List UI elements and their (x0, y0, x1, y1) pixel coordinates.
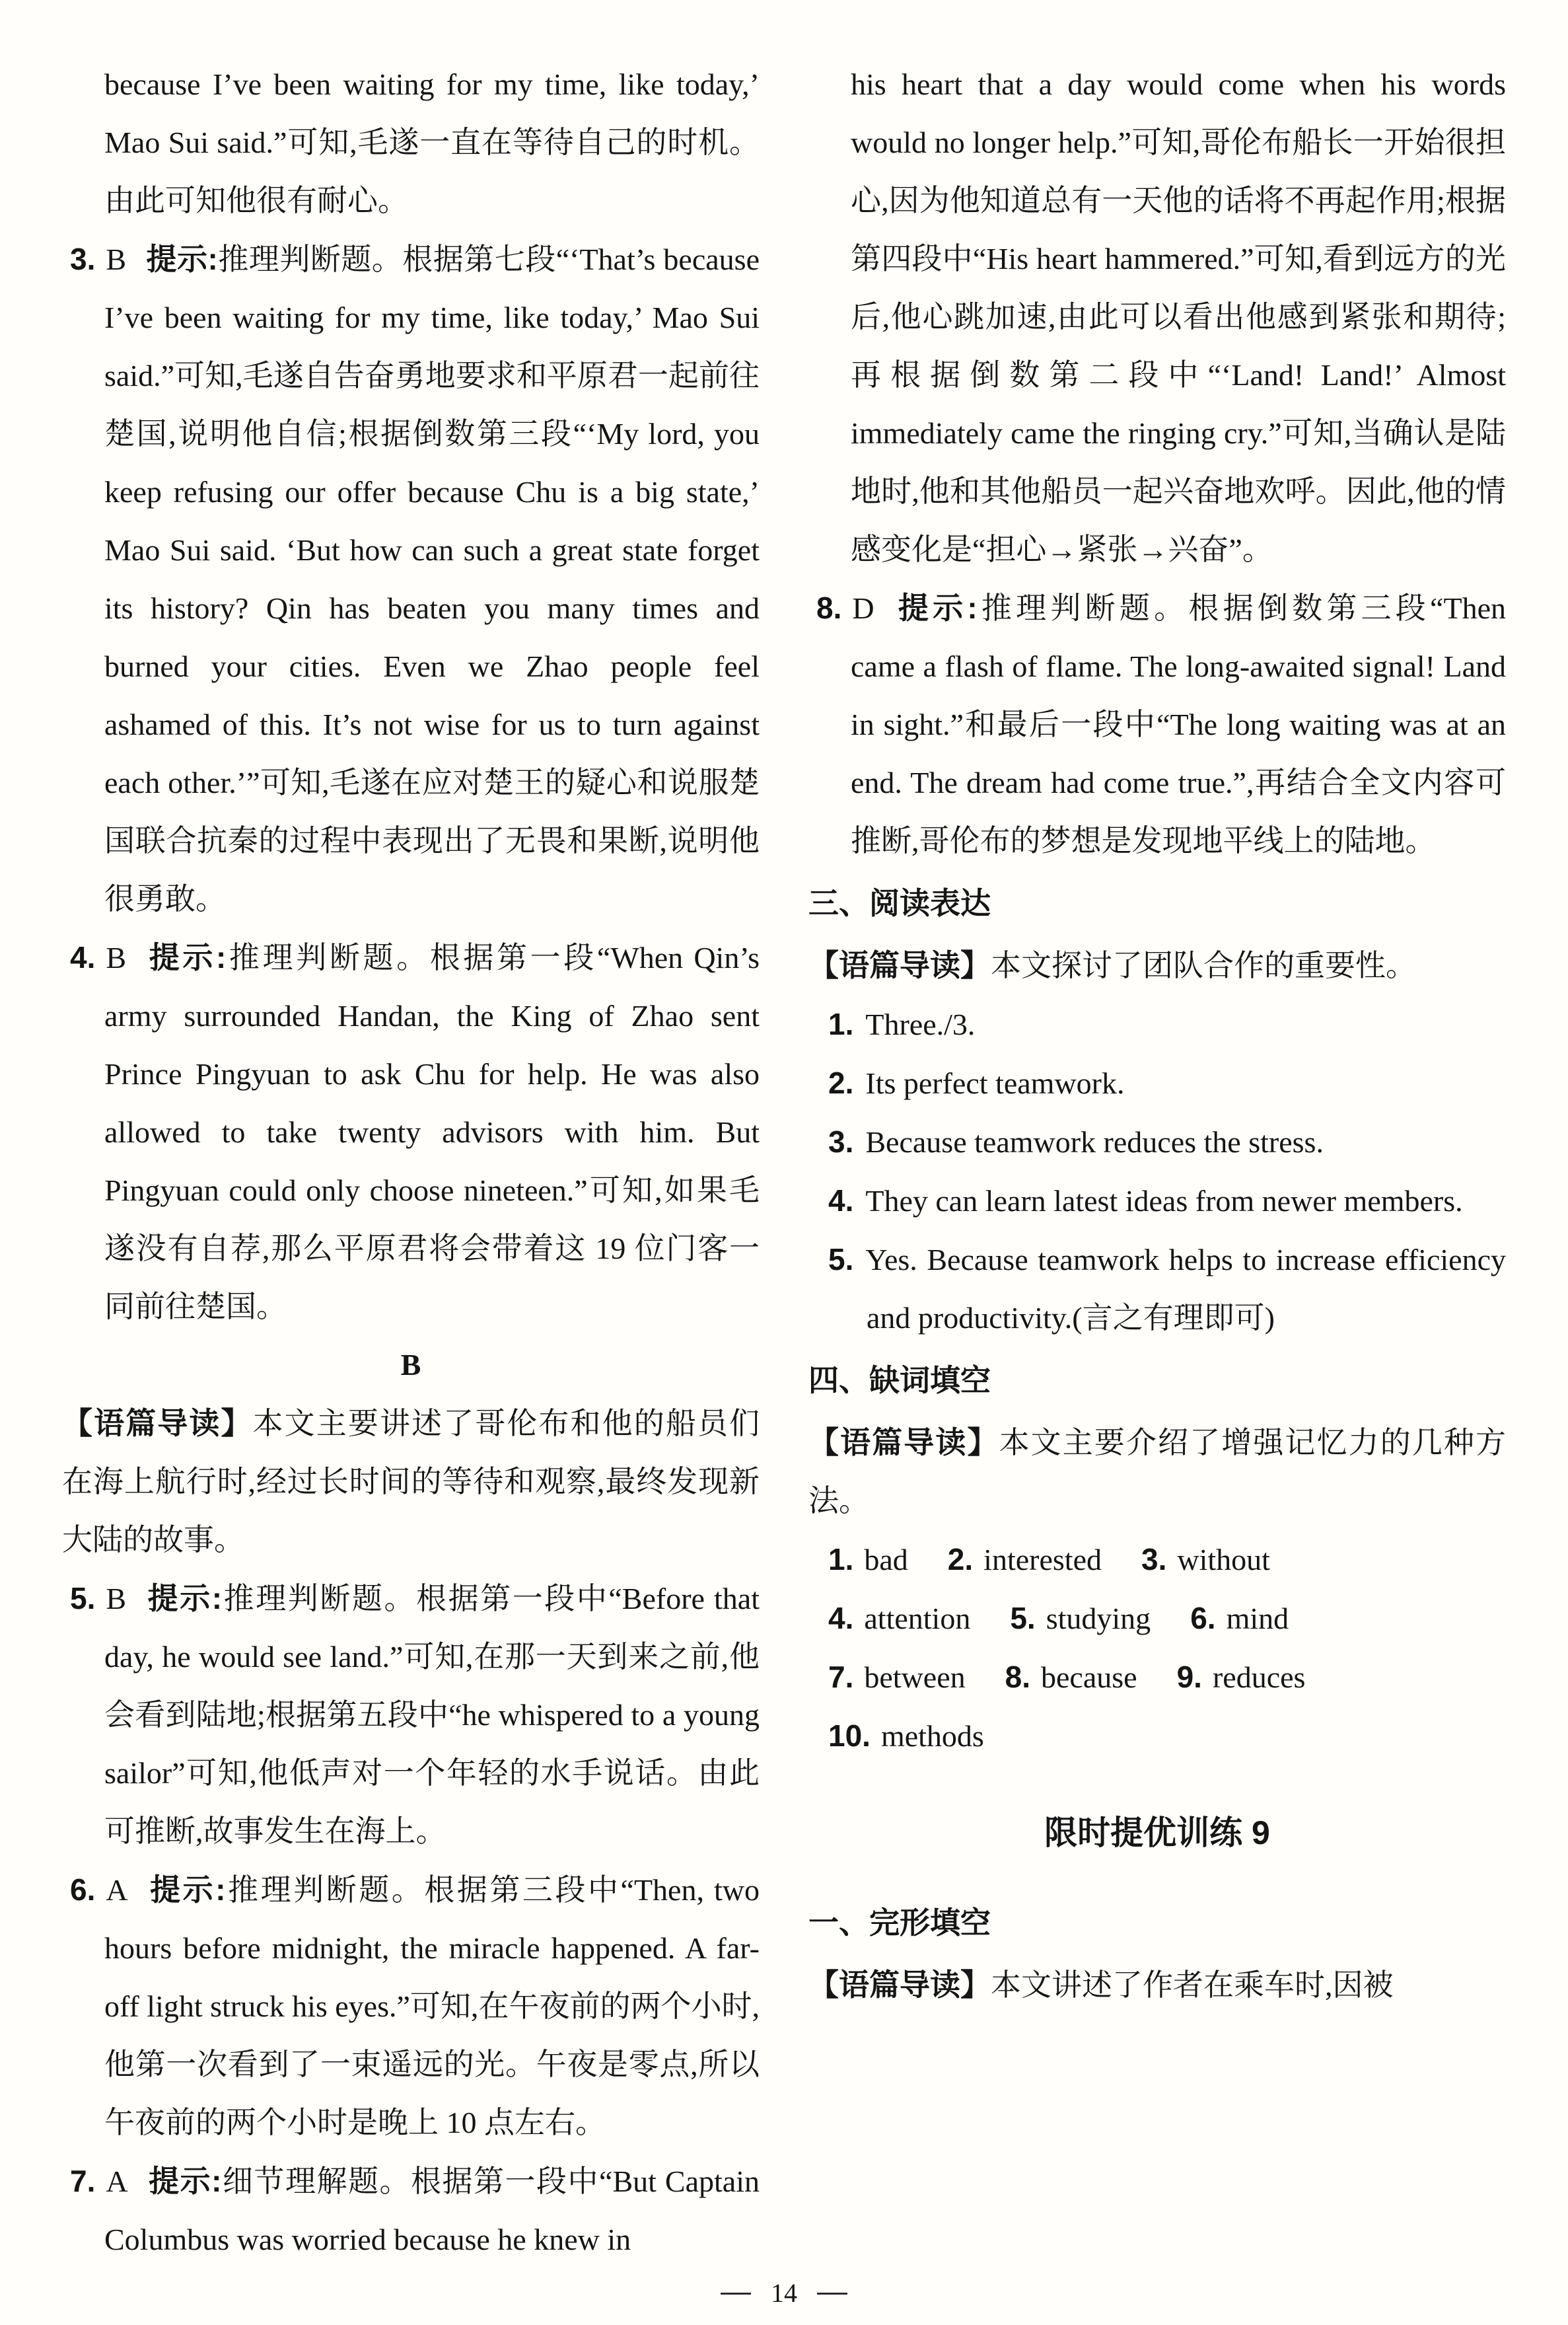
answer-word: studying (1046, 1602, 1151, 1635)
passage-guide (62, 1394, 760, 1569)
guide-label: 【语篇导读】 (808, 1425, 999, 1459)
answer-explanation: 推理判断题。根据第三段中“Then, two hours before midnight, the miracle happened. A far-off light struck his eyes.”可知,在午夜前的两个小时,他第一次看到了一束遥远的光。午夜是零点,所以午夜前的两个小时是晚上 10 点左右。 (104, 1873, 760, 2139)
guide-label: 【语篇导读】 (62, 1406, 253, 1440)
word-answers-row (808, 1589, 1506, 1648)
page-footer (0, 2280, 1568, 2307)
answer-number: 2. (947, 1542, 974, 1576)
answer-letter: B (106, 941, 127, 975)
answer-number: 5. (1010, 1601, 1036, 1635)
answer-explanation: 推理判断题。根据倒数第三段“Then came a flash of flame. The long-awaited signal! Land in sight.”和最后一段中“The long waiting was at an end. The dream had come true.”,再结合全文内容可推断,哥伦布的梦想是发现地平线上的陆地。 (851, 591, 1506, 858)
answer-word: because (1041, 1660, 1137, 1694)
tip-label: 提示: (146, 242, 218, 276)
tip-label: 提示: (147, 1872, 226, 1907)
answer-number: 4. (828, 1601, 854, 1635)
answer-word: bad (864, 1543, 908, 1576)
answer-item-8 (808, 579, 1506, 870)
word-answer (948, 1530, 1102, 1589)
word-answers-row (808, 1530, 1506, 1589)
passage-guide (808, 1956, 1506, 2014)
answer-number: 5. (70, 1581, 96, 1615)
section-heading-word-fill: 四、缺词填空 (808, 1363, 991, 1397)
answer-explanation: 推理判断题。根据第七段“‘That’s because I’ve been waiting for my time, like today,’ Mao Sui said.”可知,毛遂自告奋勇地要求和平原君一起前往楚国,说明他自信;根据倒数第三段“‘My lord, you keep refusing our offer because Chu is a big state,’ Mao Sui said. ‘But how can such a great state forget its history? Qin has beaten you many times and burned your cities. Even we Zhao people feel ashamed of this. It’s not wise for us to turn against each other.’”可知,毛遂在应对楚王的疑心和说服楚国联合抗秦的过程中表现出了无畏和果断,说明他很勇敢。 (104, 242, 760, 916)
answer-letter: A (106, 2164, 128, 2198)
paragraph-continuation: his heart that a day would come when his words would no longer help.”可知,哥伦布船长一开始很担心,因为他知道总有一天他的话将不再起作用;根据第四段中“His heart hammered.”可知,看到远方的光后,他心跳加速,由此可以看出他感到紧张和期待;再根据倒数第二段中“‘Land! Land!’ Almost immediately came the ringing cry.”可知,当确认是陆地时,他和其他船员一起兴奋地欢呼。因此,他的情感变化是“担心→紧张→兴奋”。 (851, 67, 1506, 566)
answer-word: interested (983, 1543, 1102, 1576)
answer-number: 3. (1141, 1542, 1167, 1576)
answer-number: 1. (828, 1007, 854, 1041)
answer-word: without (1177, 1543, 1270, 1576)
answer-number: 2. (828, 1066, 854, 1100)
guide-text: 本文讲述了作者在乘车时,因被 (991, 1968, 1394, 2002)
passage-letter-b: B (400, 1348, 421, 1382)
section-heading-cloze: 一、完形填空 (808, 1905, 991, 1940)
answer-number: 4. (828, 1183, 854, 1218)
guide-label: 【语篇导读】 (808, 1968, 991, 2002)
tip-label: 提示: (146, 1581, 223, 1615)
guide-text: 本文主要讲述了哥伦布和他的船员们在海上航行时,经过长时间的等待和观察,最终发现新大陆的故事。 (62, 1407, 760, 1557)
answer-number: 5. (828, 1242, 854, 1276)
short-answer-5 (808, 1230, 1506, 1347)
passage-guide (808, 1413, 1506, 1530)
short-answer-1 (808, 995, 1506, 1054)
answer-number: 9. (1176, 1660, 1202, 1694)
guide-text: 本文主要介绍了增强记忆力的几种方法。 (808, 1426, 1507, 1518)
answer-word: attention (864, 1602, 971, 1635)
answer-explanation: 推理判断题。根据第一段中“Before that day, he would see land.”可知,在那一天到来之前,他会看到陆地;根据第五段中“he whispered to a young sailor”可知,他低声对一个年轻的水手说话。由此可推断,故事发生在海上。 (104, 1582, 760, 1848)
two-column-layout (62, 55, 1506, 2269)
answer-number: 3. (828, 1125, 854, 1159)
word-answers-row (808, 1648, 1506, 1707)
answer-letter: A (106, 1873, 128, 1907)
guide-label: 【语篇导读】 (808, 948, 991, 982)
word-answer (828, 1707, 984, 1765)
word-answers-row (808, 1707, 1506, 1765)
answer-text: Its perfect teamwork. (865, 1066, 1125, 1100)
page-number: 14 (771, 2278, 797, 2308)
answer-number: 7. (828, 1660, 854, 1694)
answer-number: 8. (816, 591, 842, 625)
answer-word: methods (880, 1719, 984, 1753)
word-answer (828, 1589, 970, 1648)
answer-item-3 (62, 230, 760, 928)
answer-number: 3. (70, 242, 96, 276)
word-answer (1141, 1530, 1270, 1589)
tip-label: 提示: (894, 591, 978, 625)
answer-number: 8. (1005, 1660, 1031, 1694)
answer-text: Because teamwork reduces the stress. (865, 1125, 1324, 1159)
word-answer (828, 1648, 966, 1707)
answer-text: Yes. Because teamwork helps to increase efficiency and productivity.(言之有理即可) (865, 1243, 1506, 1335)
answer-word: between (864, 1660, 966, 1694)
left-column (62, 55, 760, 2269)
short-answer-4 (808, 1171, 1506, 1230)
tip-label: 提示: (147, 2164, 222, 2198)
answer-letter: B (106, 242, 127, 276)
answer-text: They can learn latest ideas from newer members. (865, 1184, 1463, 1218)
answer-number: 6. (70, 1872, 96, 1907)
passage-guide (808, 936, 1506, 995)
answer-text: Three./3. (865, 1008, 976, 1041)
word-answer (1010, 1589, 1151, 1648)
answer-explanation: 推理判断题。根据第一段“When Qin’s army surrounded Handan, the King of Zhao sent Prince Pingyuan to ask Chu for help. He was also allowed to take twenty advisors with him. But Pingyuan could only choose nineteen.”可知,如果毛遂没有自荐,那么平原君将会带着这 19 位门客一同前往楚国。 (104, 941, 760, 1323)
short-answer-2 (808, 1054, 1506, 1113)
answer-number: 10. (828, 1718, 871, 1753)
word-answer (828, 1530, 908, 1589)
answer-item-6 (62, 1861, 760, 2152)
short-answer-3 (808, 1113, 1506, 1171)
answer-word: reduces (1212, 1660, 1306, 1694)
section-heading-reading-expression: 三、阅读表达 (808, 886, 991, 920)
answer-explanation: 细节理解题。根据第一段中“But Captain Columbus was worried because he knew in (104, 2164, 760, 2256)
footer-rule-right (817, 2293, 847, 2295)
word-answer (1177, 1648, 1306, 1707)
answer-number: 4. (70, 940, 96, 975)
answer-item-4 (62, 928, 760, 1336)
word-answer (1190, 1589, 1289, 1648)
answer-number: 6. (1190, 1601, 1216, 1635)
unit-title-timed-training-9: 限时提优训练 9 (1044, 1814, 1270, 1851)
answer-item-7 (62, 2152, 760, 2269)
answer-letter: D (852, 591, 874, 625)
answer-word: mind (1226, 1602, 1289, 1635)
answer-number: 1. (828, 1542, 854, 1576)
answer-letter: B (106, 1582, 127, 1615)
footer-rule-left (721, 2293, 751, 2295)
word-answer (1005, 1648, 1137, 1707)
paragraph-continuation: because I’ve been waiting for my time, like today,’ Mao Sui said.”可知,毛遂一直在等待自己的时机。由此可知他很有耐心。 (104, 67, 760, 217)
answer-item-5 (62, 1569, 760, 1861)
guide-text: 本文探讨了团队合作的重要性。 (991, 949, 1416, 982)
tip-label: 提示: (146, 940, 227, 975)
answer-number: 7. (70, 2164, 96, 2198)
right-column (808, 55, 1506, 2269)
